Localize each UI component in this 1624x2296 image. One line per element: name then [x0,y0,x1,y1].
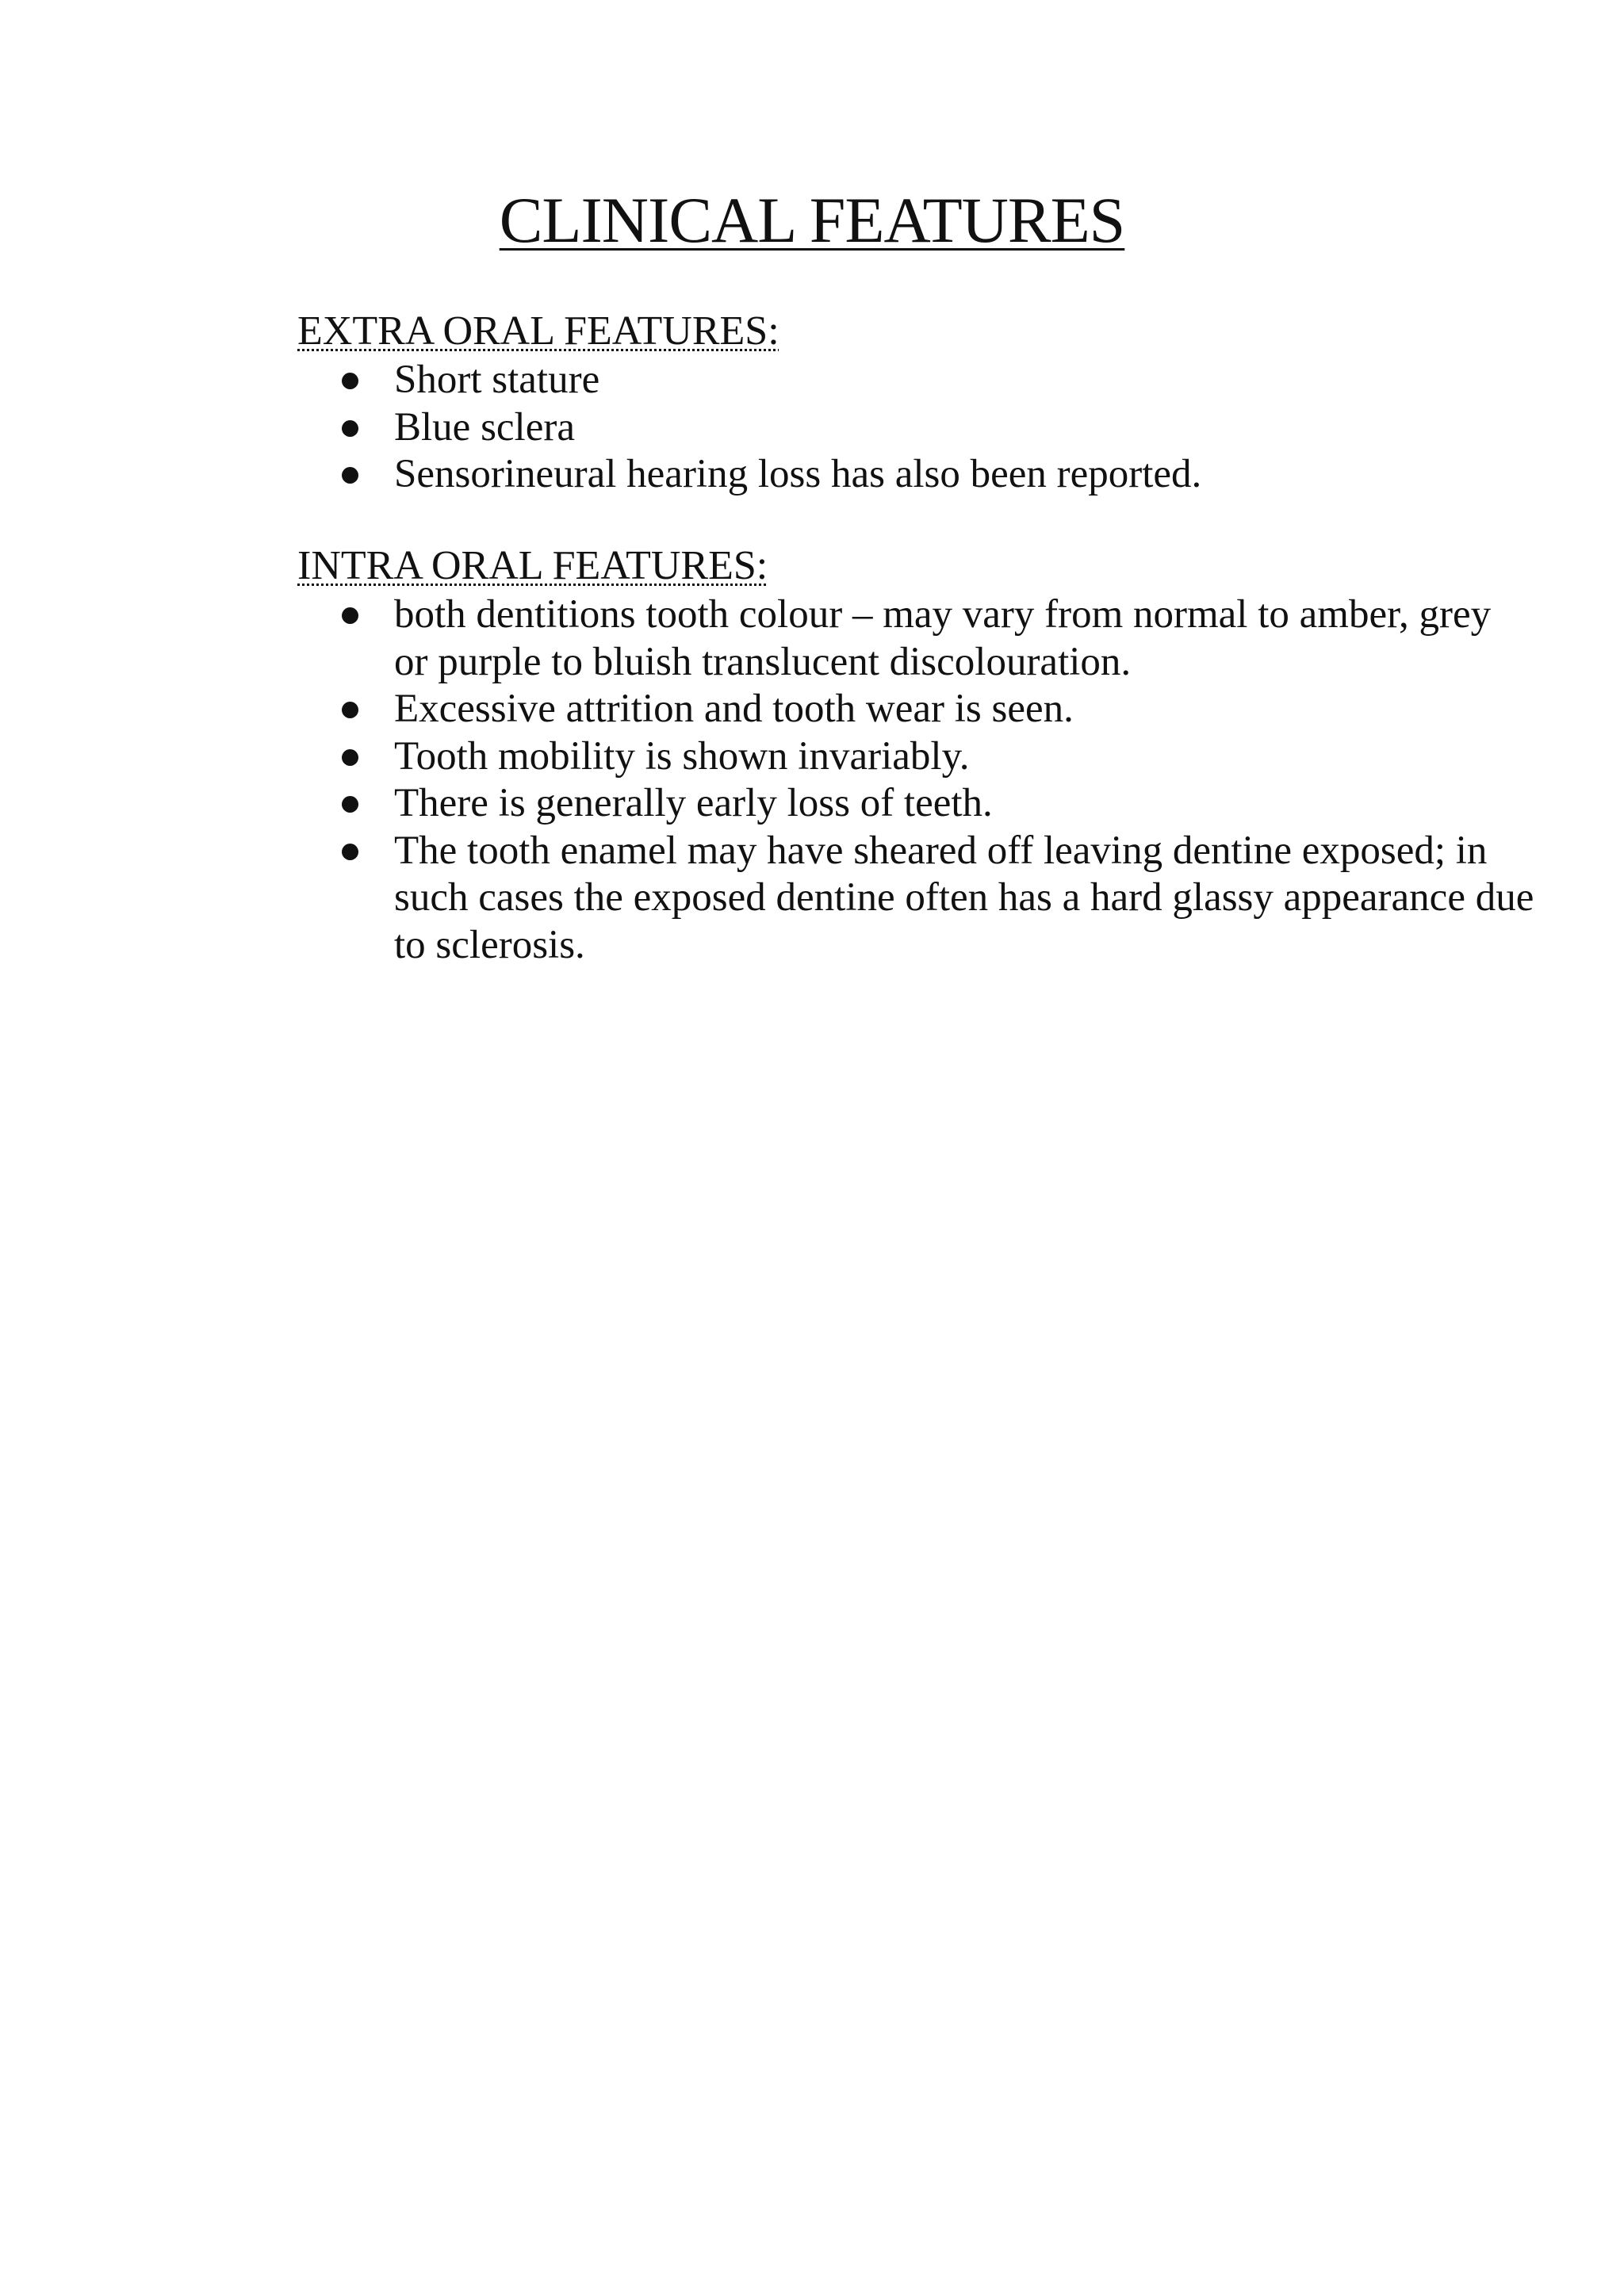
extra-oral-list [297,357,1534,499]
list-item-text: Blue sclera [394,404,575,450]
bullet-icon [342,844,358,860]
list-item [297,404,1534,452]
bullet-icon [342,467,358,484]
list-item [297,780,1534,828]
list-item [297,451,1534,499]
bullet-icon [342,702,358,718]
list-item [297,733,1534,781]
bullet-icon [342,373,358,389]
list-item [297,591,1534,686]
bullet-icon [342,420,358,437]
list-item-text: Sensorineural hearing loss has also been reported. [394,452,1202,496]
list-item-text: Short stature [394,358,600,402]
list-item-text: Excessive attrition and tooth wear is seen. [394,687,1074,731]
list-item [297,686,1534,733]
list-item-text: both dentitions tooth colour – may vary from normal to amber, grey or purple to bluish translucent discolouration. [394,592,1492,684]
page-title: CLINICAL FEATURES [499,184,1125,256]
list-item [297,357,1534,404]
bullet-icon [342,749,358,766]
intra-oral-heading: INTRA ORAL FEATURES: [297,543,768,588]
list-item-text: There is generally early loss of teeth. [394,781,993,825]
list-item-text: Tooth mobility is shown invariably. [394,733,970,779]
list-item [297,828,1534,970]
list-item-text: The tooth enamel may have sheared off leaving dentine exposed; in such cases the exposed dentine often has a hard glassy appearance due to sclerosis. [394,828,1534,967]
extra-oral-heading: EXTRA ORAL FEATURES: [297,308,779,354]
bullet-icon [342,607,358,624]
bullet-icon [342,796,358,813]
intra-oral-list [297,591,1534,969]
